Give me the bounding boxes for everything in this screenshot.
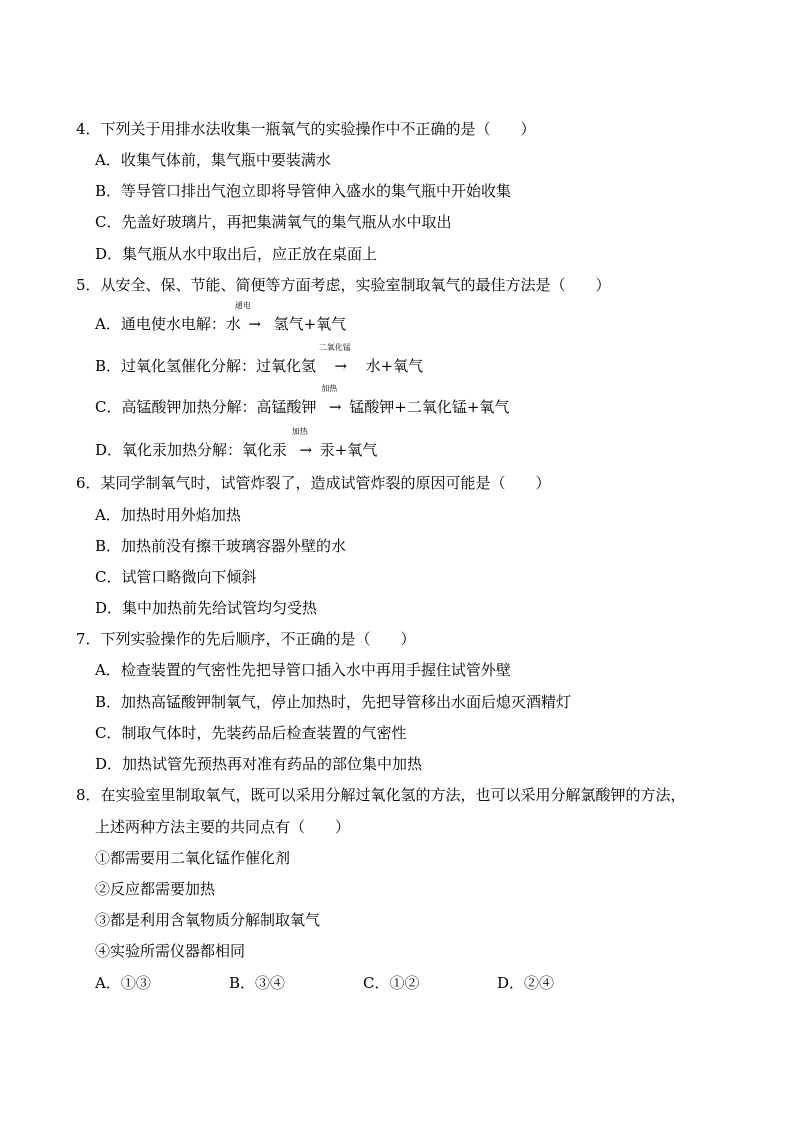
q5-a-prefix: A．通电使水电解：水 xyxy=(95,315,241,333)
q7-option-b: B．加热高锰酸钾制氧气，停止加热时，先把导管移出水面后熄灭酒精灯 xyxy=(95,693,572,711)
q6-stem: 6．某同学制氧气时，试管炸裂了，造成试管炸裂的原因可能是（ ） xyxy=(76,474,551,492)
q8-option-a: A．①③ xyxy=(95,974,151,992)
q4-option-b: B．等导管口排出气泡立即将导管伸入盛水的集气瓶中开始收集 xyxy=(95,182,512,200)
q4-option-a: A．收集气体前，集气瓶中要装满水 xyxy=(95,151,331,169)
q8-item-4: ④实验所需仪器都相同 xyxy=(95,942,246,960)
q8-item-2: ②反应都需要加热 xyxy=(95,880,216,898)
q8-options xyxy=(95,973,631,993)
reaction-arrow: 二氧化锰 → xyxy=(318,343,351,375)
q6-option-b: B．加热前没有擦干玻璃容器外壁的水 xyxy=(95,537,347,555)
reaction-arrow: 加热 → xyxy=(291,427,313,459)
q6-option-a: A．加热时用外焰加热 xyxy=(95,506,241,524)
q8-stem-line2: 上述两种方法主要的共同点有（ ） xyxy=(95,818,351,836)
reaction-condition: 加热 xyxy=(321,384,338,393)
q8-item-1: ①都需要用二氧化锰作催化剂 xyxy=(95,849,291,867)
q5-d-prefix: D．氧化汞加热分解：氧化汞 xyxy=(95,441,292,459)
q7-option-c: C．制取气体时，先装药品后检查装置的气密性 xyxy=(95,724,407,742)
reaction-condition: 二氧化锰 xyxy=(318,343,351,352)
q5-stem: 5．从安全、保、节能、简便等方面考虑，实验室制取氧气的最佳方法是（ ） xyxy=(76,276,611,294)
q5-option-a xyxy=(95,301,347,334)
q6-option-c: C．试管口略微向下倾斜 xyxy=(95,568,257,586)
q7-option-d: D．加热试管先预热再对准有药品的部位集中加热 xyxy=(95,755,423,773)
q5-d-suffix: 汞+氧气 xyxy=(319,441,378,459)
q7-option-a: A．检查装置的气密性先把导管口插入水中再用手握住试管外壁 xyxy=(95,661,511,679)
q5-option-d xyxy=(95,427,378,460)
q4-option-c: C．先盖好玻璃片，再把集满氧气的集气瓶从水中取出 xyxy=(95,213,452,231)
reaction-condition: 通电 xyxy=(234,301,251,310)
q6-option-d: D．集中加热前先给试管均匀受热 xyxy=(95,599,318,617)
reaction-condition: 加热 xyxy=(291,427,308,436)
reaction-arrow: 加热 → xyxy=(321,384,342,416)
q8-option-c: C．①② xyxy=(363,974,420,992)
q7-stem: 7．下列实验操作的先后顺序，不正确的是（ ） xyxy=(76,630,416,648)
q5-option-c xyxy=(95,384,510,417)
q8-option-b: B．③④ xyxy=(229,974,286,992)
q5-c-prefix: C．高锰酸钾加热分解：高锰酸钾 xyxy=(95,398,322,416)
q5-option-b xyxy=(95,343,424,376)
q5-b-suffix: 水+氧气 xyxy=(360,357,424,375)
q4-stem: 4．下列关于用排水法收集一瓶氧气的实验操作中不正确的是（ ） xyxy=(76,120,536,138)
reaction-arrow: 通电 → xyxy=(234,301,262,333)
q5-b-prefix: B．过氧化氢催化分解：过氧化氢 xyxy=(95,357,321,375)
q8-stem-line1: 8．在实验室里制取氧气，既可以采用分解过氧化氢的方法，也可以采用分解氯酸钾的方法， xyxy=(76,786,686,804)
q5-c-suffix: 锰酸钾+二氧化锰+氧气 xyxy=(349,398,510,416)
q4-option-d: D．集气瓶从水中取出后，应正放在桌面上 xyxy=(95,245,378,263)
q8-option-d: D．②④ xyxy=(497,974,555,992)
q5-a-suffix: 氢气+氧气 xyxy=(268,315,347,333)
q8-item-3: ③都是利用含氧物质分解制取氧气 xyxy=(95,911,321,929)
